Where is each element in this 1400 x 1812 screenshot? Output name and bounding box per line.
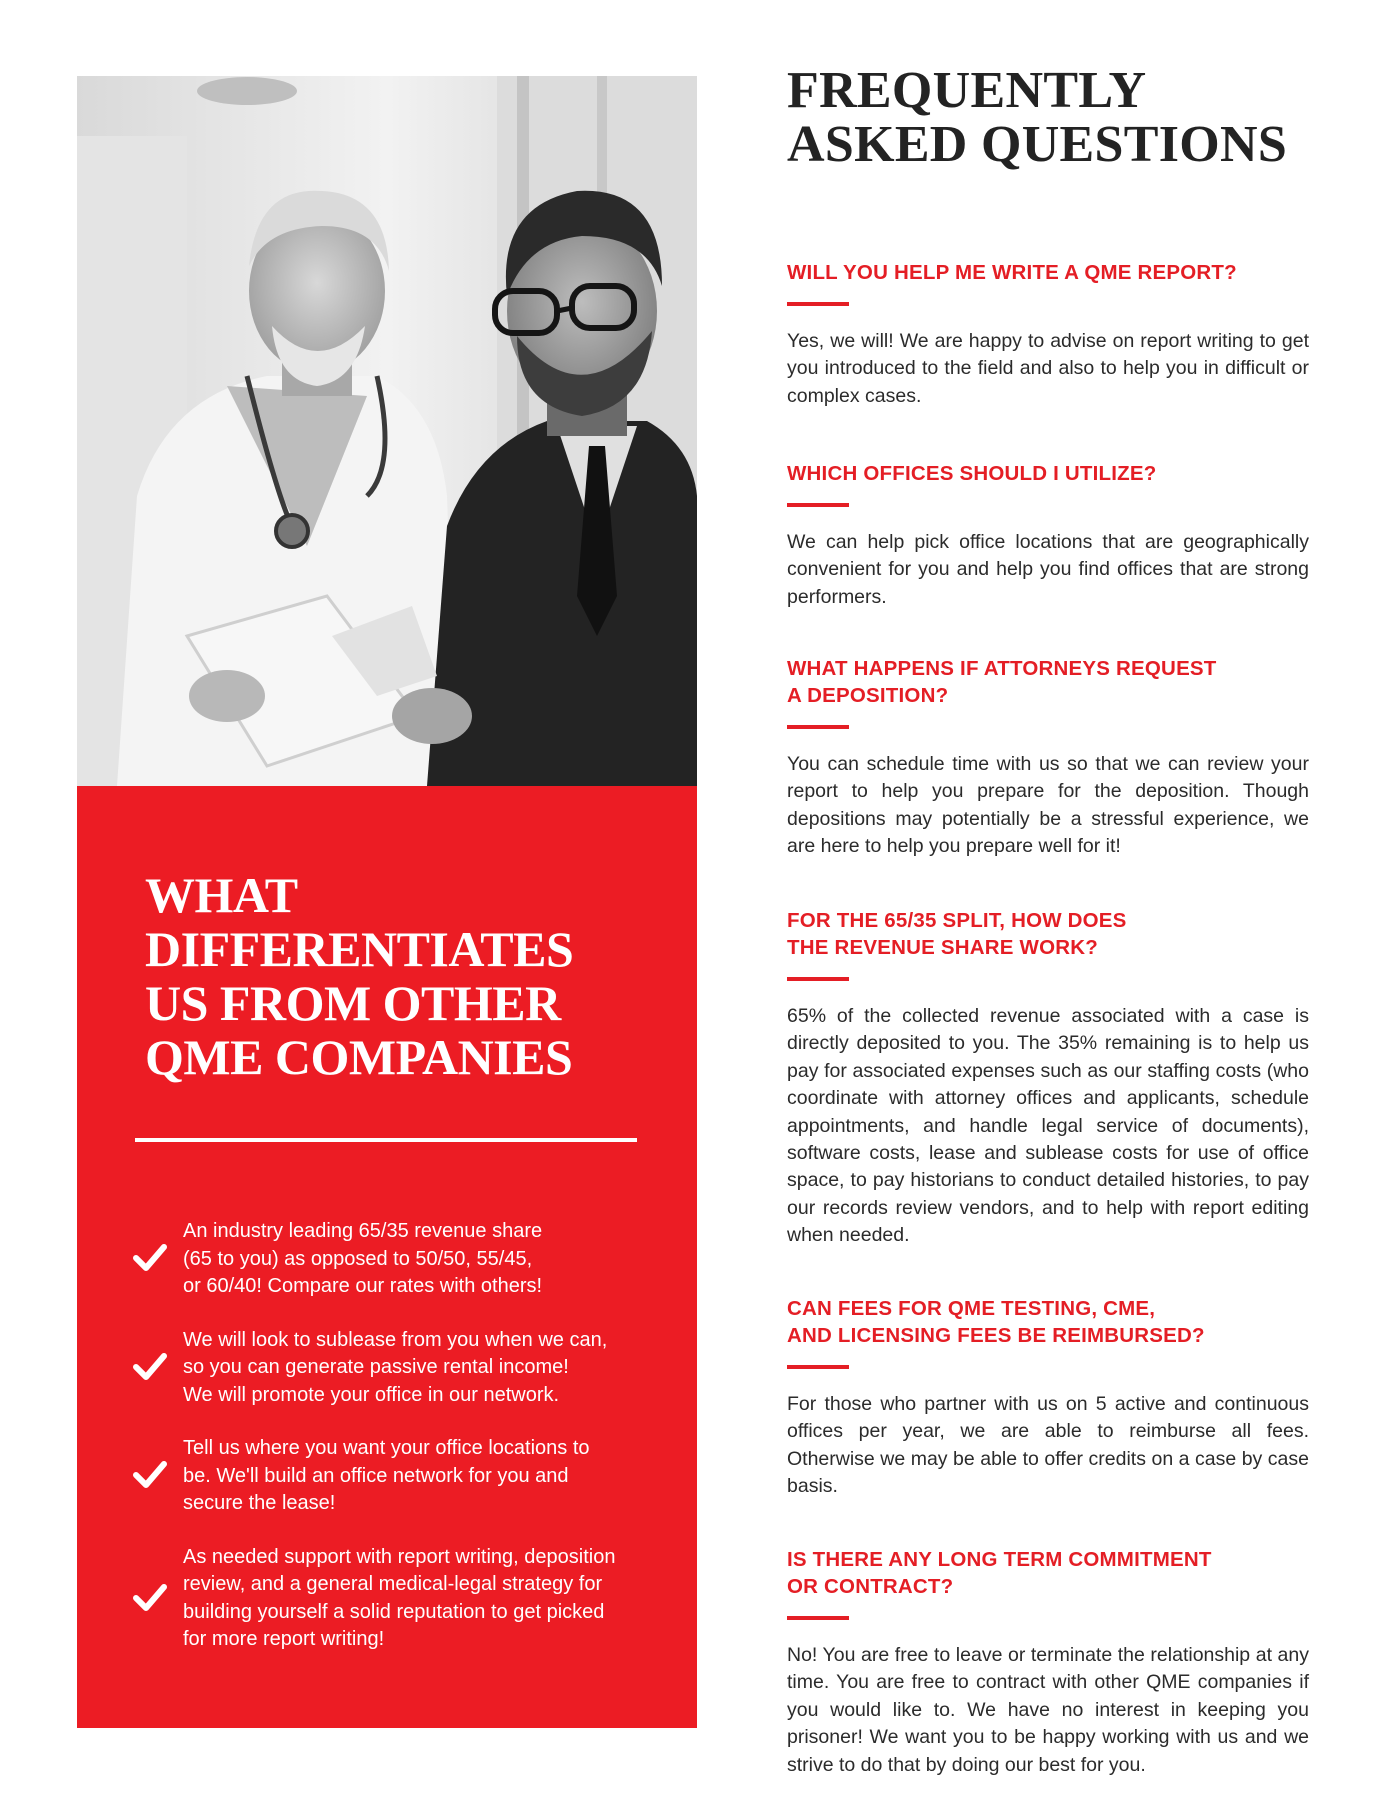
question-divider (787, 725, 849, 729)
faq-question: FOR THE 65/35 SPLIT, HOW DOES THE REVENUE SHARE WORK? (787, 909, 1127, 959)
faq-item (787, 907, 1309, 1250)
benefit-text: Tell us where you want your office locations to be. We'll build an office network for you and secure the lease! (183, 1437, 590, 1514)
faq-answer: We can help pick office locations that are geographically convenient for you and help you find offices that are strong performers. (787, 531, 1309, 608)
question-divider (787, 1365, 849, 1369)
title-divider (135, 1138, 637, 1142)
photo-illustration (77, 76, 697, 786)
check-icon (133, 1243, 167, 1273)
benefit-text: We will look to sublease from you when we can, so you can generate passive rental income! We will promote your office in our network. (183, 1328, 608, 1406)
benefit-item (133, 1218, 653, 1301)
faq-answer: Yes, we will! We are happy to advise on report writing to get you introduced to the field and also to help you in difficult or complex cases. (787, 330, 1309, 407)
faq-question: WILL YOU HELP ME WRITE A QME REPORT? (787, 261, 1237, 284)
faq-item (787, 1295, 1309, 1501)
benefit-item (133, 1327, 653, 1410)
faq-item (787, 655, 1309, 861)
question-divider (787, 503, 849, 507)
benefit-item (133, 1544, 653, 1654)
faq-answer: For those who partner with us on 5 active and continuous offices per year, we are able to reimburse all fees. Otherwise we may be able to offer credits on a case by case basis. (787, 1393, 1309, 1498)
benefit-item (133, 1435, 653, 1518)
faq-question: IS THERE ANY LONG TERM COMMITMENT OR CONTRACT? (787, 1548, 1212, 1598)
check-icon (133, 1352, 167, 1382)
benefits-list (133, 1218, 653, 1680)
faq-item (787, 1546, 1309, 1779)
faq-question: WHICH OFFICES SHOULD I UTILIZE? (787, 462, 1157, 485)
doctor-and-businessman-photo (77, 76, 697, 786)
faq-item (787, 460, 1309, 611)
check-icon (133, 1583, 167, 1613)
faq-title: FREQUENTLY ASKED QUESTIONS (787, 62, 1288, 173)
faq-item (787, 259, 1309, 410)
left-column (77, 76, 697, 1728)
check-icon (133, 1460, 167, 1490)
benefit-text: As needed support with report writing, deposition review, and a general medical-legal strategy for building yourself a solid reputation to get picked for more report writing! (183, 1545, 616, 1650)
faq-answer: 65% of the collected revenue associated with a case is directly deposited to you. The 35% remaining is to help us pay for associated expenses such as our staffing costs (who coordinate with attorney offices and applicants, schedule appointments, and handle legal service of documents), software costs, lease and sublease costs for use of office space, to pay historians to conduct detailed histories, to pay our records review vendors, and to help with report editing when needed. (787, 1005, 1309, 1247)
differentiators-title: WHAT DIFFERENTIATES US FROM OTHER QME COMPANIES (145, 867, 574, 1085)
benefit-text: An industry leading 65/35 revenue share (65 to you) as opposed to 50/50, 55/45, or 60/40! Compare our rates with others! (183, 1220, 543, 1297)
question-divider (787, 302, 849, 306)
faq-answer: No! You are free to leave or terminate the relationship at any time. You are free to contract with other QME companies if you would like to. We have no interest in keeping you prisoner! We want you to be happy working with us and we strive to do that by doing our best for you. (787, 1644, 1309, 1776)
faq-column (787, 62, 1327, 1776)
faq-question: WHAT HAPPENS IF ATTORNEYS REQUEST A DEPOSITION? (787, 657, 1217, 707)
question-divider (787, 977, 849, 981)
faq-answer: You can schedule time with us so that we can review your report to help you prepare for the deposition. Though depositions may potentially be a stressful experience, we are here to help you prepare well for it! (787, 753, 1309, 858)
differentiators-panel (77, 786, 697, 1728)
faq-question: CAN FEES FOR QME TESTING, CME, AND LICENSING FEES BE REIMBURSED? (787, 1297, 1205, 1347)
question-divider (787, 1616, 849, 1620)
